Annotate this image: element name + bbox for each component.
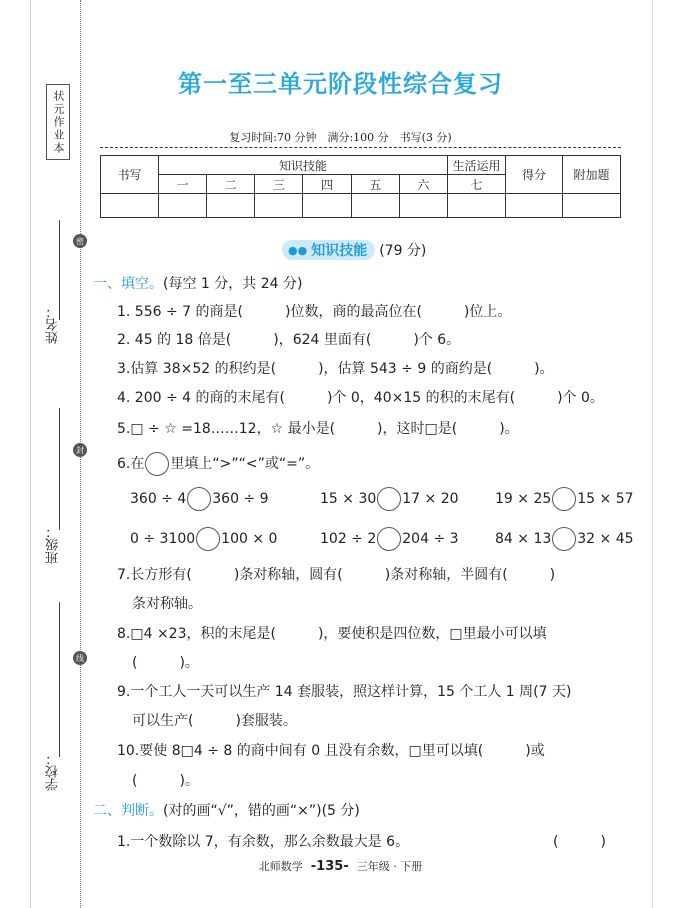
right-expr: 204 ÷ 3 <box>402 531 459 547</box>
question-8: 8.□4 ×23，积的末尾是( )，要使积是四位数，□里最小可以填 <box>117 626 547 642</box>
exam-info: 复习时间:70 分钟 满分:100 分 书写(3 分) <box>229 131 452 144</box>
th-score: 得分 <box>506 156 563 194</box>
judge-answer-blank[interactable]: ( ) <box>553 834 606 850</box>
right-expr: 32 × 45 <box>577 531 634 547</box>
score-cell[interactable] <box>101 194 159 218</box>
heading-text: 一、填空。 <box>93 276 163 292</box>
name-label: 姓名： <box>46 305 61 344</box>
th-col: 七 <box>448 175 506 194</box>
compare-item <box>130 527 320 551</box>
section-label: 知识技能 <box>311 243 368 259</box>
brand-label: 状元作业本 <box>46 84 70 160</box>
answer-circle[interactable] <box>552 487 576 511</box>
page-number: -135- <box>310 859 349 874</box>
score-cell[interactable] <box>399 194 447 218</box>
question-10: 10.要使 8□4 ÷ 8 的商中间有 0 且没有余数，□里可以填( )或 <box>117 743 545 759</box>
compare-item <box>130 487 320 511</box>
score-table <box>100 155 621 218</box>
right-expr: 15 × 57 <box>577 491 634 507</box>
left-expr: 360 ÷ 4 <box>130 491 187 507</box>
answer-circle[interactable] <box>196 527 220 551</box>
school-label: 学校： <box>46 752 61 791</box>
question-10-cont: ( )。 <box>132 773 199 789</box>
heading-note: (对的画“√”，错的画“×”)(5 分) <box>163 803 360 819</box>
th-col: 六 <box>399 175 447 194</box>
th-life: 生活运用 <box>448 156 506 175</box>
judge-question-1: 1.一个数除以 7，有余数，那么余数最大是 6。 <box>117 834 410 850</box>
question-7: 7.长方形有( )条对称轴，圆有( )条对称轴，半圆有( ) <box>117 567 556 583</box>
class-line <box>59 408 60 530</box>
left-expr: 0 ÷ 3100 <box>130 531 196 547</box>
circle-icon <box>145 452 169 476</box>
compare-item <box>320 527 495 551</box>
class-label: 班级： <box>46 525 61 564</box>
right-expr: 360 ÷ 9 <box>212 491 269 507</box>
q6-prefix: 6.在 <box>117 456 145 472</box>
question-9-cont: 可以生产( )套服装。 <box>132 713 297 729</box>
part2-heading <box>93 801 360 821</box>
left-expr: 19 × 25 <box>495 491 552 507</box>
question-8-cont: ( )。 <box>132 655 199 671</box>
question-9: 9.一个工人一天可以生产 14 套服装，照这样计算，15 个工人 1 周(7 天) <box>117 684 572 700</box>
th-col: 一 <box>159 175 207 194</box>
th-col: 二 <box>207 175 255 194</box>
score-cell[interactable] <box>563 194 621 218</box>
answer-circle[interactable] <box>552 527 576 551</box>
compare-item <box>495 527 634 551</box>
question-6 <box>117 452 319 476</box>
score-cell[interactable] <box>448 194 506 218</box>
footer-grade: 三年级 · 下册 <box>356 860 423 873</box>
compare-row-1 <box>130 487 634 511</box>
left-expr: 102 ÷ 2 <box>320 531 377 547</box>
th-writing: 书写 <box>101 156 159 194</box>
page-footer <box>0 858 681 874</box>
score-cell[interactable] <box>351 194 399 218</box>
th-col: 三 <box>255 175 303 194</box>
question-4: 4. 200 ÷ 4 的商的末尾有( )个 0，40×15 的积的末尾有( )个 0。 <box>117 390 604 406</box>
heading-text: 二、判断。 <box>93 803 163 819</box>
score-cell[interactable] <box>303 194 351 218</box>
th-col: 四 <box>303 175 351 194</box>
school-line <box>59 602 60 757</box>
section-points: (79 分) <box>379 243 427 259</box>
seal-feng: 封 <box>73 443 87 457</box>
score-cell[interactable] <box>159 194 207 218</box>
answer-circle[interactable] <box>377 487 401 511</box>
part1-heading <box>93 274 302 294</box>
answer-circle[interactable] <box>187 487 211 511</box>
left-expr: 84 × 13 <box>495 531 552 547</box>
section-pill <box>282 240 426 260</box>
compare-row-2 <box>130 527 634 551</box>
question-3: 3.估算 38×52 的积约是( )，估算 543 ÷ 9 的商约是( )。 <box>117 361 554 377</box>
right-expr: 17 × 20 <box>402 491 459 507</box>
question-5: 5.□ ÷ ☆ =18……12，☆ 最小是( )，这时□是( )。 <box>117 421 519 437</box>
left-expr: 15 × 30 <box>320 491 377 507</box>
page-title: 第一至三单元阶段性综合复习 <box>178 69 503 98</box>
divider <box>100 147 621 148</box>
dots-icon: ●● <box>288 243 308 257</box>
seal-xian: 线 <box>73 651 87 665</box>
seal-mi: 密 <box>73 234 87 248</box>
score-cell[interactable] <box>255 194 303 218</box>
question-1: 1. 556 ÷ 7 的商是( )位数，商的最高位在( )位上。 <box>117 304 512 320</box>
compare-item <box>495 487 634 511</box>
answer-circle[interactable] <box>377 527 401 551</box>
heading-note: (每空 1 分，共 24 分) <box>163 276 303 292</box>
th-skills: 知识技能 <box>159 156 448 175</box>
question-2: 2. 45 的 18 倍是( )，624 里面有( )个 6。 <box>117 332 461 348</box>
question-7-cont: 条对称轴。 <box>132 596 202 612</box>
q6-text: 里填上“>”“<”或“=”。 <box>170 456 320 472</box>
th-bonus: 附加题 <box>563 156 621 194</box>
right-expr: 100 × 0 <box>221 531 278 547</box>
compare-item <box>320 487 495 511</box>
score-cell[interactable] <box>207 194 255 218</box>
footer-subject: 北师数学 <box>258 860 303 873</box>
score-cell[interactable] <box>506 194 563 218</box>
th-col: 五 <box>351 175 399 194</box>
